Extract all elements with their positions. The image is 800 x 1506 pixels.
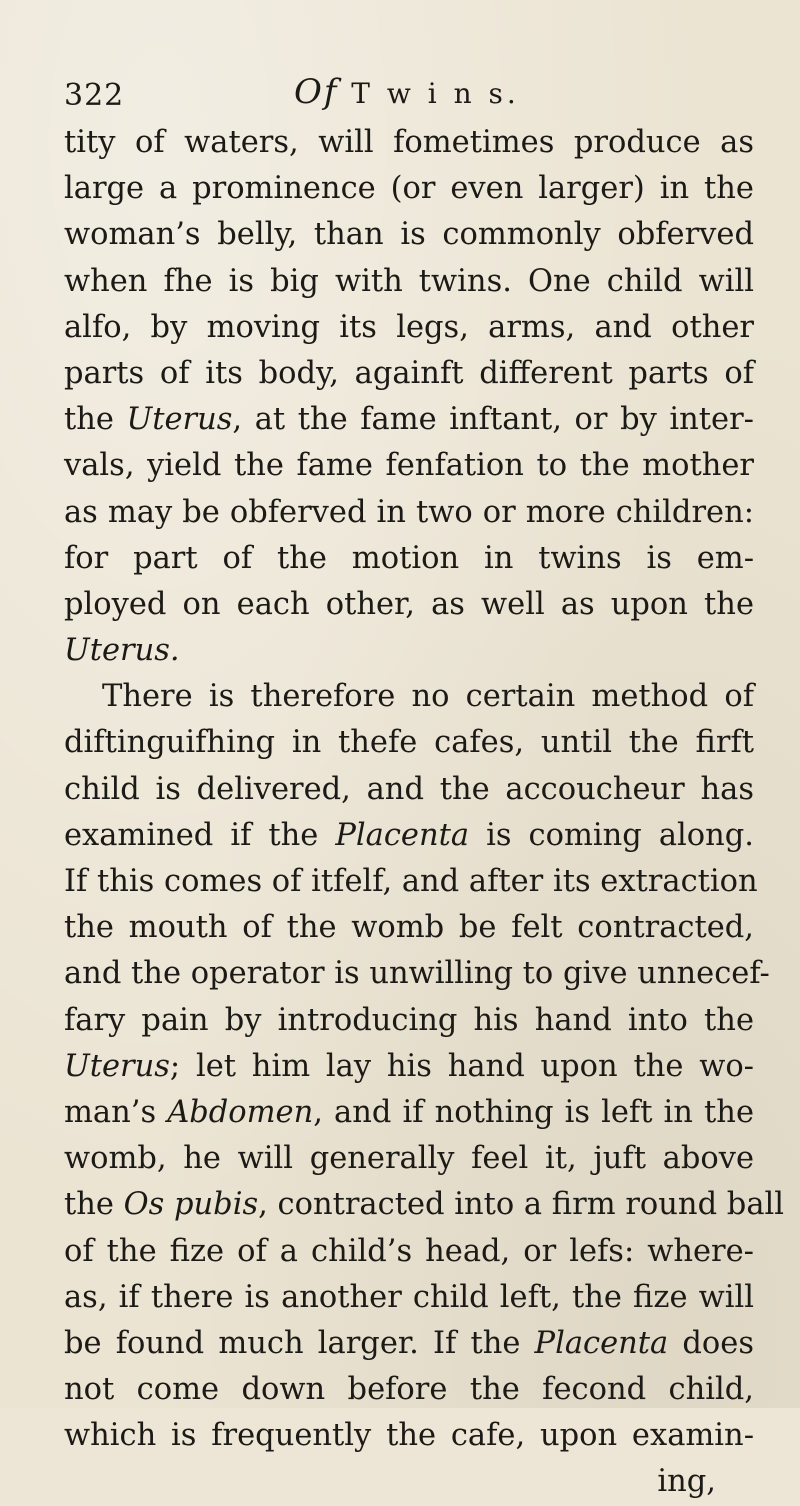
page-header [64,70,744,114]
text-line: If this comes of itfelf, and after its extraction [64,864,758,899]
text-line [64,1182,785,1228]
text-line: which is frequently the cafe, upon examin- [64,1418,754,1454]
italic-term: Placenta [335,817,470,853]
text-line [64,813,754,859]
page-number: 322 [64,78,125,113]
text-line: tity of waters, will fometimes produce as [64,125,754,160]
running-title-main: T w i n s. [351,77,520,110]
text-segment: examined if the [64,817,336,853]
italic-term: Placenta [534,1325,669,1361]
text-line: woman’s belly, than is commonly obferved [64,217,754,253]
text-line: vals, yield the fame fenfation to the mother [64,448,754,484]
text-line: for part of the motion in twins is em- [64,540,754,576]
text-line: of the fize of a child’s head, or lefs: where- [64,1233,754,1269]
text-segment: man’s [64,1094,168,1130]
text-line: large a prominence (or even larger) in the [64,171,754,207]
text-segment: the [64,402,127,438]
text-segment: is coming along. [469,817,754,853]
text-segment: ; let him lay his hand upon the wo- [169,1048,754,1084]
text-line: the mouth of the womb be felt contracted, [64,910,754,946]
text-line: not come down before the fecond child, [64,1372,754,1408]
text-line: womb, he will generally feel it, juft above [64,1141,754,1177]
text-line [64,1044,754,1090]
text-segment: be found much larger. If the [64,1325,535,1361]
text-line: as may be obferved in two or more children: [64,494,754,530]
text-line: when fhe is big with twins. One child will [64,263,754,299]
text-line: child is delivered, and the accoucheur has [64,771,754,807]
paragraph-2 [64,674,785,1459]
text-line: ployed on each other, as well as upon the [64,586,754,622]
text-segment: , at the fame inftant, or by inter- [232,402,754,438]
running-title [294,72,520,112]
text-line: diftinguifhing in thefe cafes, until the firft [64,725,754,761]
paragraph-1 [64,120,754,674]
italic-term: Uterus. [64,633,180,669]
italic-term: Uterus [64,1048,170,1084]
text-segment: , and if nothing is left in the [313,1094,754,1130]
text-segment: the [64,1187,124,1223]
catchword: ing, [657,1464,716,1500]
italic-term: Os pubis [123,1187,259,1223]
text-line: alfo, by moving its legs, arms, and other [64,309,754,345]
running-title-of: Of [294,72,339,112]
text-line [64,628,754,674]
text-line [64,1090,754,1136]
italic-term: Abdomen [167,1094,314,1130]
text-line: as, if there is another child left, the fize will [64,1279,754,1315]
text-segment: , contracted into a firm round ball [258,1187,785,1223]
text-line: parts of its body, againft different parts of [64,355,754,391]
text-line [64,1321,754,1367]
text-segment: does [668,1325,754,1361]
italic-term: Uterus [126,402,233,438]
text-line [64,397,754,443]
body-text [64,120,785,1506]
text-line: fary pain by introducing his hand into the [64,1002,754,1038]
text-line: There is therefore no certain method of [102,679,754,715]
text-line: and the operator is unwilling to give unnecef- [64,956,770,992]
